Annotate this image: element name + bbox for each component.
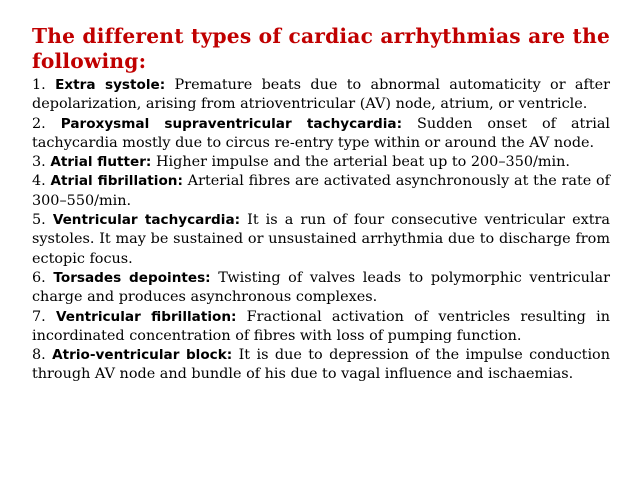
item-term: Ventricular tachycardia: [52,212,241,229]
item-term: Torsades depointes: [53,269,211,286]
item-text: Sudden onset of atrial tachycardia mostly due to circus re-entry type within or around the AV node. [32,115,610,151]
list-item-atrial-fibrillation [32,172,610,211]
item-number: 3. [32,154,46,171]
item-text: It is a run of four consecutive ventricular extra systoles. It may be sustained or unsustained arrhythmia due to discharge from ectopic focus. [32,212,610,267]
list-item-extra-systole [32,76,610,115]
list-item-atrial-flutter [32,153,610,172]
item-term: Atrial fibrillation: [50,173,183,190]
item-text: Twisting of valves leads to polymorphic ventricular charge and produces asynchronous complexes. [32,269,611,306]
item-number: 4. [32,173,46,190]
item-text: Premature beats due to abnormal automaticity or after depolarization, arising from atrioventricular (AV) node, atrium, or ventricle. [32,77,611,113]
list-item-ventricular-fibrillation [32,308,610,347]
item-number: 8. [32,347,46,364]
arrhythmia-list [32,76,610,385]
list-item-ventricular-tachycardia [32,211,610,269]
slide-title: The different types of cardiac arrhythmias are the following: [32,24,610,73]
list-item-paroxysmal-svt [32,115,610,154]
item-term: Paroxysmal supraventricular tachycardia: [60,115,403,132]
item-text: Fractional activation of ventricles resulting in incordinated concentration of fibres with loss of pumping function. [32,308,610,344]
item-term: Extra systole: [55,77,166,93]
list-item-torsades-depointes [32,269,610,308]
list-item-av-block [32,346,610,385]
item-term: Atrio-ventricular block: [52,347,233,364]
item-number: 2. [32,115,46,132]
item-term: Atrial flutter: [50,154,152,171]
item-term: Ventricular fibrillation: [55,308,237,325]
item-number: 7. [32,308,46,325]
slide-content [32,24,610,385]
item-text: Higher impulse and the arterial beat up to 200–350/min. [155,154,570,171]
item-text: Arterial fibres are activated asynchronously at the rate of 300–550/min. [32,173,610,209]
item-text: It is due to depression of the impulse conduction through AV node and bundle of his due to vagal influence and ischaemias. [32,347,610,383]
item-number: 6. [32,269,46,286]
item-number: 1. [32,77,46,93]
item-number: 5. [32,212,46,229]
